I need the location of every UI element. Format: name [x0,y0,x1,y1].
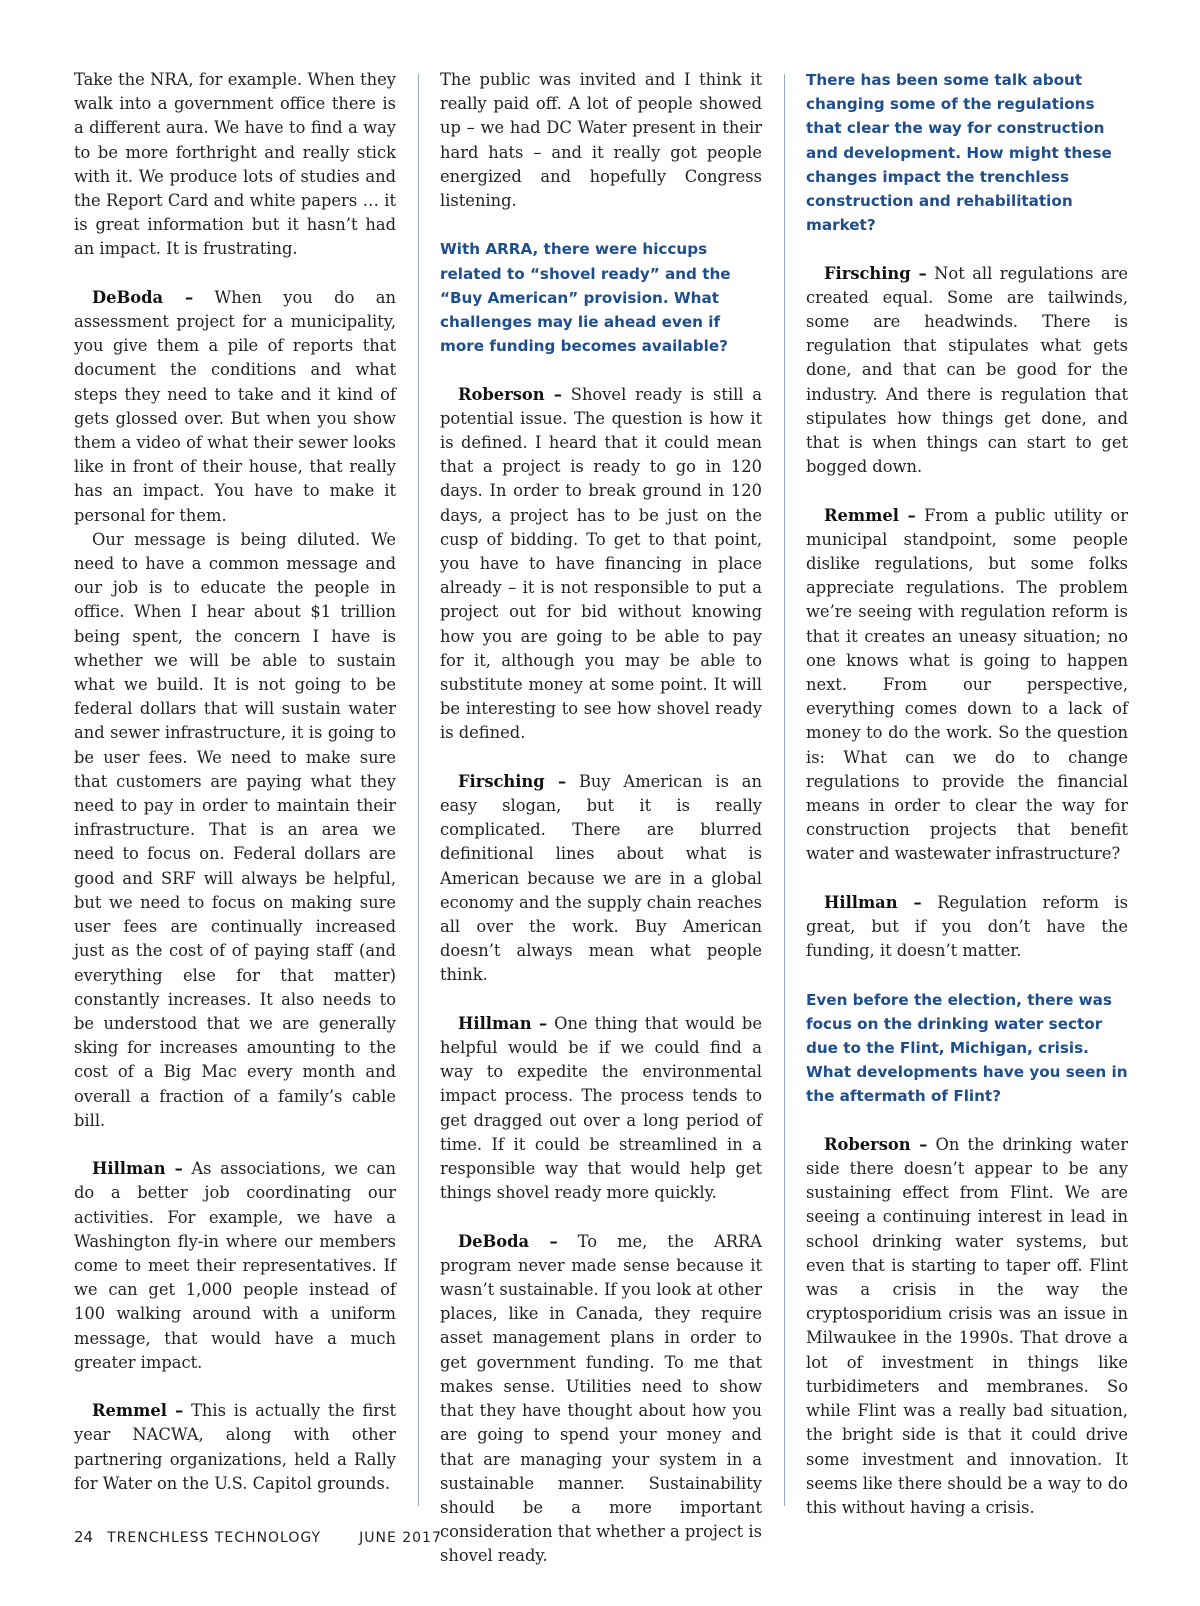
speaker-name: Hillman – [458,1013,548,1033]
paragraph [440,1230,762,1569]
paragraph [806,504,1128,867]
issue-date: JUNE 2017 [359,1530,442,1546]
column-right [806,68,1128,1520]
speaker-name: Remmel – [824,505,916,525]
paragraph-text: Buy American is an easy slogan, but it is really complicated. There are blurred definitional lines about what is American because we are in a global economy and the supply chain reaches all over the work. Buy American doesn’t always mean what people think. [440,771,762,985]
column-middle [440,68,762,1569]
column-left [74,68,396,1496]
paragraph [440,1012,762,1206]
speaker-name: Firsching – [458,771,567,791]
paragraph-text: This is actually the first year NACWA, along with other partnering organizations, held a Rally for Water on the U.S. Capitol grounds. [74,1401,396,1493]
paragraph [806,262,1128,480]
speaker-name: Hillman – [92,1159,183,1179]
paragraph-text: As associations, we can do a better job coordinating our activities. For example, we have a Washington fly-in where our members come to meet their representatives. If we can get 1,000 people instead of 100 walking around with a uniform message, that would have a much greater impact. [74,1159,396,1372]
paragraph: Take the NRA, for example. When they walk into a government office there is a different aura. We have to find a way to be more forthright and really stick with it. We produce lots of studies and the Report Card and white papers … it is great information but it hasn’t had an impact. It is frustrating. [74,70,396,259]
paragraph-text: One thing that would be helpful would be if we could find a way to expedite the environmental impact process. The process tends to get dragged out over a long period of time. If it could be streamlined in a responsible way that would help get things shovel ready more quickly. [440,1013,762,1203]
paragraph-text: Regulation reform is great, but if you don’t have the funding, it doesn’t matter. [806,892,1128,961]
paragraph-text: When you do an assessment project for a municipality, you give them a pile of reports that document the conditions and what steps they need to take and it kind of gets glossed over. But when you show them a video of what their sewer looks like in front of their house, that really has an impact. You have to make it personal for them. [74,287,397,525]
paragraph [74,286,396,528]
paragraph [440,383,762,746]
paragraph [440,770,762,988]
speaker-name: DeBoda – [458,1231,558,1251]
page-footer [74,1528,442,1546]
paragraph [74,1399,396,1496]
paragraph-text: On the drinking water side there doesn’t appear to be any sustaining effect from Flint. We are seeing a continuing interest in lead in school drinking water systems, but even that is starting to taper off. Flint was a crisis in the way the cryptosporidium crisis was an issue in Milwaukee in the 1990s. That drove a lot of investment in things like turbidimeters and membranes. So while Flint was a really bad situation, the bright side is that it could drive some investment and innovation. It seems like there should be a way to do this without having a crisis. [806,1134,1128,1517]
paragraph [806,891,1128,964]
paragraph: The public was invited and I think it really paid off. A lot of people showed up – we had DC Water present in their hard hats – and it really got people energized and hopefully Congress listening. [440,70,762,211]
speaker-name: DeBoda – [92,287,194,307]
paragraph-text: To me, the ARRA program never made sense because it wasn’t sustainable. If you look at other places, like in Canada, they require asset management plans in order to get government funding. To me that makes sense. Utilities need to show that they have thought about how you are going to spend your money and that are managing your system in a sustainable manner. Sustainability should be a more important consideration that whether a project is shovel ready. [440,1231,763,1566]
paragraph-text: From a public utility or municipal standpoint, some people dislike regulations, but some folks appreciate regulations. The problem we’re seeing with regulation reform is that it creates an uneasy situation; no one knows what is going to happen next. From our perspective, everything comes down to a lack of money to do the work. So the question is: What can we do to change regulations to provide the financial means in order to clear the way for construction projects that benefit water and wastewater infrastructure? [806,505,1128,864]
paragraph-text: Not all regulations are created equal. Some are tailwinds, some are headwinds. There is regulation that stipulates what gets done, and that can be good for the industry. And there is regulation that stipulates how things get done, and that is when things can start to get bogged down. [806,263,1128,477]
magazine-name: TRENCHLESS TECHNOLOGY [107,1530,322,1546]
paragraph [806,1133,1128,1520]
speaker-name: Remmel – [92,1401,184,1421]
speaker-name: Hillman – [824,892,922,912]
paragraph-text: Shovel ready is still a potential issue. The question is how it is defined. I heard that it could mean that a project is ready to go in 120 days. In order to break ground in 120 days, a project has to be just on the cusp of bidding. To get to that point, you have to have financing in place already – it is not responsible to put a project out for bid without knowing how you are going to be able to pay for it, although you may be able to substitute money at some point. It will be interesting to see how shovel ready is defined. [440,384,762,743]
speaker-name: Roberson – [824,1134,928,1154]
speaker-name: Roberson – [458,384,562,404]
speaker-name: Firsching – [824,263,927,283]
page-number: 24 [74,1528,94,1546]
interview-question: With ARRA, there were hiccups related to “shovel ready” and the “Buy American” provision. What challenges may lie ahead even if more funding becomes available? [440,240,731,356]
interview-question: There has been some talk about changing some of the regulations that clear the way for construction and development. How might these changes impact the trenchless construction and rehabilitation market? [806,71,1112,235]
column-divider [784,74,785,1506]
interview-question: Even before the election, there was focus on the drinking water sector due to the Flint, Michigan, crisis. What developments have you seen in the aftermath of Flint? [806,990,1128,1106]
paragraph: Our message is being diluted. We need to have a common message and our job is to educate the people in office. When I hear about $1 trillion being spent, the concern I have is whether we will be able to sustain what we build. It is not going to be federal dollars that will sustain water and sewer infrastructure, it is going to be user fees. We need to make sure that customers are paying what they need to pay in order to maintain their infrastructure. That is an area we need to focus on. Federal dollars are good and SRF will always be helpful, but we need to focus on making sure user fees are continually increased just as the cost of of paying staff (and everything else for that matter) constantly increases. It also needs to be understood that we are generally sking for increases amounting to the cost of a Big Mac every month and overall a fraction of a family’s cable bill. [74,529,396,1130]
paragraph [74,1157,396,1375]
column-divider [418,74,419,1506]
